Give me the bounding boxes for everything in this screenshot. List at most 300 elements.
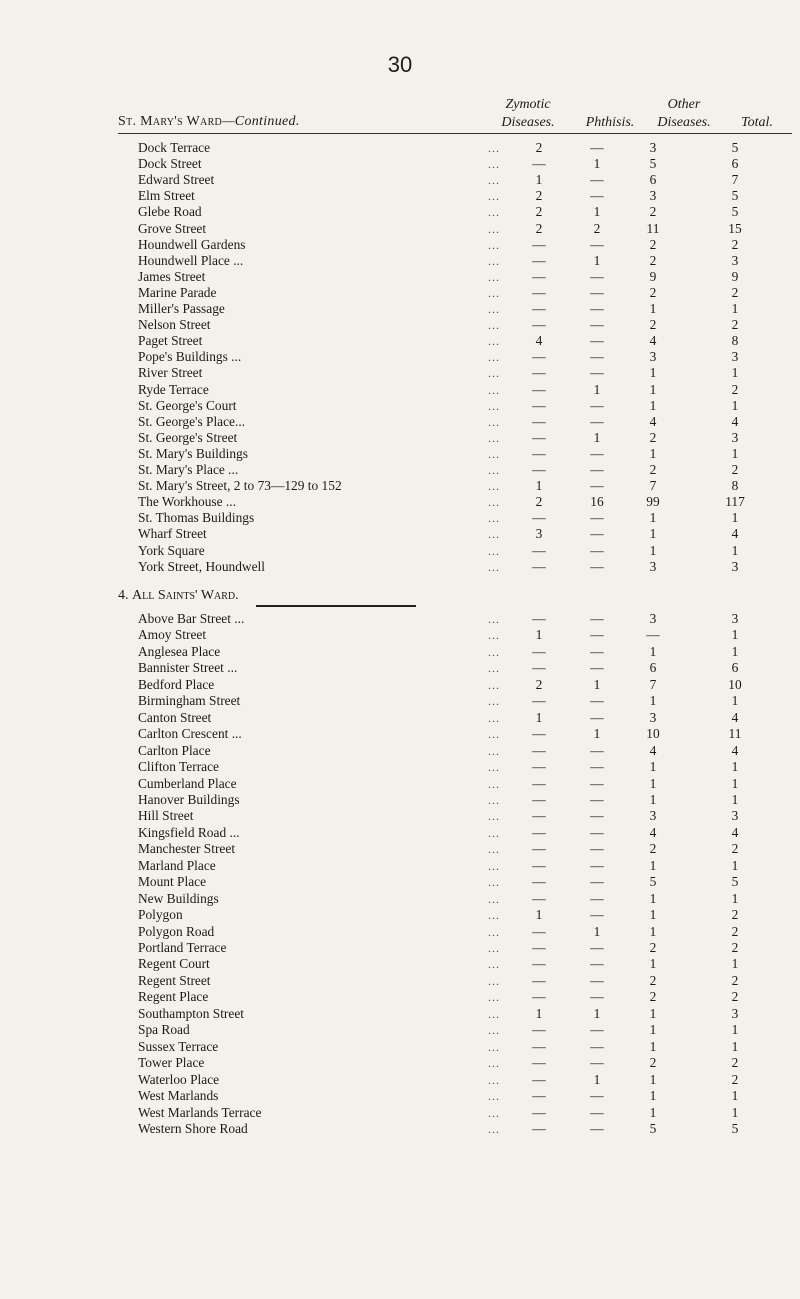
zymotic-value: —	[532, 1055, 546, 1071]
table-row	[0, 237, 800, 253]
phthisis-value: —	[590, 445, 604, 461]
total-value: 3	[731, 349, 739, 365]
leader-dots: ...	[488, 1056, 500, 1071]
other-value: 99	[646, 494, 660, 510]
other-value: 1	[649, 397, 657, 413]
leader-dots: ...	[488, 875, 500, 890]
total-value: 8	[731, 478, 739, 494]
table-row	[0, 1105, 800, 1121]
phthisis-value: —	[590, 172, 604, 188]
phthisis-value: —	[590, 510, 604, 526]
leader-dots: ...	[488, 334, 500, 349]
other-value: 7	[649, 478, 657, 494]
leader-dots: ...	[488, 205, 500, 220]
total-value: 1	[731, 1088, 739, 1104]
street-name: Glebe Road	[138, 204, 202, 220]
zymotic-value: —	[532, 413, 546, 429]
street-name: Houndwell Gardens	[138, 236, 246, 252]
zymotic-value: —	[532, 397, 546, 413]
phthisis-value: —	[590, 317, 604, 333]
phthisis-value: —	[590, 478, 604, 494]
zymotic-value: —	[532, 611, 546, 626]
table-row	[0, 156, 800, 172]
section-number: 4.	[118, 588, 129, 603]
zymotic-value: 2	[535, 204, 543, 220]
leader-dots: ...	[488, 858, 500, 873]
other-value: 1	[649, 381, 657, 397]
total-value: 8	[731, 333, 739, 349]
leader-dots: ...	[488, 221, 500, 236]
street-name: St. Mary's Place ...	[138, 462, 239, 477]
leader-dots: ...	[488, 809, 500, 824]
table-row	[0, 1055, 800, 1071]
zymotic-value: —	[532, 236, 546, 252]
zymotic-value: —	[532, 365, 546, 381]
other-value: 3	[649, 709, 657, 725]
phthisis-value: 1	[593, 923, 601, 939]
other-value: 10	[646, 726, 660, 742]
other-value: 3	[649, 140, 657, 155]
total-value: 9	[731, 268, 739, 284]
other-value: 1	[649, 857, 657, 873]
street-name: Dock Terrace	[138, 140, 211, 155]
street-name: Polygon Road	[138, 923, 215, 939]
leader-dots: ...	[488, 318, 500, 333]
other-value: 1	[649, 542, 657, 558]
table-row	[0, 172, 800, 188]
zymotic-value: —	[532, 956, 546, 972]
phthisis-value: —	[590, 759, 604, 775]
street-name: St. George's Street	[138, 429, 238, 445]
leader-dots: ...	[488, 677, 500, 692]
street-name: Amoy Street	[138, 627, 207, 643]
table-row	[0, 526, 800, 542]
leader-dots: ...	[488, 612, 500, 626]
leader-dots: ...	[488, 661, 500, 676]
total-value: 2	[731, 381, 739, 397]
other-value: 2	[649, 252, 657, 268]
phthisis-value: 1	[593, 1071, 601, 1087]
zymotic-value: 1	[535, 478, 543, 494]
zymotic-value: 1	[535, 627, 543, 643]
street-name: Wharf Street	[138, 526, 207, 542]
total-value: 2	[731, 940, 739, 955]
street-name: West Marlands	[138, 1088, 219, 1104]
other-value: 6	[649, 172, 657, 188]
table-row	[0, 559, 800, 575]
street-name: Houndwell Place ...	[138, 252, 244, 268]
other-value: 6	[649, 660, 657, 676]
other-value: 9	[649, 268, 657, 284]
phthisis-value: —	[590, 140, 604, 155]
phthisis-value: —	[590, 742, 604, 758]
other-value: 4	[649, 742, 657, 758]
total-value: 2	[731, 1071, 739, 1087]
other-value: 1	[649, 301, 657, 316]
other-value: 3	[649, 188, 657, 204]
street-name: Kingsfield Road ...	[138, 824, 240, 840]
street-name: Regent Court	[138, 956, 210, 972]
zymotic-value: 2	[535, 676, 543, 692]
street-name: West Marlands Terrace	[138, 1104, 262, 1120]
column-header-zymotic-line1: Zymotic	[505, 97, 551, 112]
phthisis-value: —	[590, 333, 604, 349]
total-value: 1	[731, 510, 739, 526]
street-name: Spa Road	[138, 1022, 190, 1038]
zymotic-value: —	[532, 923, 546, 939]
section-heading-all-saints	[118, 588, 518, 604]
total-value: 1	[731, 775, 739, 791]
leader-dots: ...	[488, 760, 500, 775]
phthisis-value: —	[590, 284, 604, 300]
zymotic-value: —	[532, 317, 546, 333]
total-value: 3	[731, 808, 739, 824]
total-value: 1	[731, 693, 739, 709]
zymotic-value: —	[532, 1038, 546, 1054]
table-row	[0, 924, 800, 940]
leader-dots: ...	[488, 644, 500, 659]
zymotic-value: 2	[535, 188, 543, 204]
table-row	[0, 973, 800, 989]
other-value: 1	[649, 759, 657, 775]
total-value: 117	[725, 494, 745, 510]
zymotic-value: —	[532, 1120, 546, 1136]
zymotic-value: —	[532, 824, 546, 840]
leader-dots: ...	[488, 710, 500, 725]
phthisis-value: —	[590, 841, 604, 857]
column-header-other-line1: Other	[667, 97, 701, 112]
other-value: 2	[649, 236, 657, 252]
other-value: 2	[649, 972, 657, 988]
total-value: 4	[731, 413, 739, 429]
street-name: Carlton Place	[138, 742, 211, 758]
column-header-other	[640, 96, 728, 132]
street-name: James Street	[138, 268, 206, 284]
table-row	[0, 841, 800, 857]
phthisis-value: 1	[593, 429, 601, 445]
leader-dots: ...	[488, 302, 500, 316]
other-value: 2	[649, 284, 657, 300]
street-name: Hill Street	[138, 808, 194, 824]
phthisis-value: 1	[593, 1005, 601, 1021]
street-name: Edward Street	[138, 172, 215, 188]
total-value: 5	[731, 140, 739, 155]
table-row	[0, 478, 800, 494]
other-value: 1	[649, 1022, 657, 1038]
other-value: 1	[649, 907, 657, 923]
phthisis-value: —	[590, 660, 604, 676]
other-value: 1	[649, 791, 657, 807]
total-value: 4	[731, 709, 739, 725]
phthisis-value: —	[590, 808, 604, 824]
phthisis-value: —	[590, 349, 604, 365]
leader-dots: ...	[488, 398, 500, 413]
total-value: 2	[731, 989, 739, 1005]
total-value: 4	[731, 742, 739, 758]
zymotic-value: —	[532, 381, 546, 397]
other-value: 5	[649, 1120, 657, 1136]
leader-dots: ...	[488, 463, 500, 477]
leader-dots: ...	[488, 253, 500, 268]
table-row	[0, 1121, 800, 1137]
leader-dots: ...	[488, 269, 500, 284]
other-value: 3	[649, 558, 657, 574]
total-value: 5	[731, 188, 739, 204]
table-row	[0, 253, 800, 269]
leader-dots: ...	[488, 941, 500, 955]
zymotic-value: —	[532, 284, 546, 300]
other-value: 1	[649, 643, 657, 659]
table-row	[0, 365, 800, 381]
other-value: 1	[649, 1088, 657, 1104]
phthisis-value: —	[590, 1120, 604, 1136]
street-name: Southampton Street	[138, 1005, 245, 1021]
zymotic-value: 2	[535, 140, 543, 155]
other-value: 1	[649, 510, 657, 526]
phthisis-value: —	[590, 1104, 604, 1120]
zymotic-value: —	[532, 252, 546, 268]
table-row	[0, 1039, 800, 1055]
phthisis-value: —	[590, 775, 604, 791]
section-underline	[256, 605, 416, 607]
phthisis-value: —	[590, 874, 604, 890]
street-name: Cumberland Place	[138, 775, 237, 791]
phthisis-value: 1	[593, 156, 601, 172]
table-row	[0, 891, 800, 907]
phthisis-value: —	[590, 890, 604, 906]
street-name: York Street, Houndwell	[138, 558, 265, 574]
zymotic-value: —	[532, 693, 546, 709]
phthisis-value: —	[590, 397, 604, 413]
phthisis-value: —	[590, 462, 604, 477]
phthisis-value: —	[590, 1022, 604, 1038]
leader-dots: ...	[488, 825, 500, 840]
leader-dots: ...	[488, 479, 500, 494]
zymotic-value: —	[532, 510, 546, 526]
street-name: Nelson Street	[138, 317, 211, 333]
table-row	[0, 792, 800, 808]
table-row	[0, 430, 800, 446]
street-name: Bannister Street ...	[138, 660, 238, 676]
leader-dots: ...	[488, 1023, 500, 1038]
other-value: 3	[649, 808, 657, 824]
table-row	[0, 494, 800, 510]
leader-dots: ...	[488, 628, 500, 643]
other-value: 4	[649, 333, 657, 349]
table-row	[0, 269, 800, 285]
zymotic-value: —	[532, 1104, 546, 1120]
phthisis-value: 1	[593, 676, 601, 692]
table-row	[0, 349, 800, 365]
total-value: 1	[731, 956, 739, 972]
street-name: Manchester Street	[138, 841, 236, 857]
leader-dots: ...	[488, 792, 500, 807]
table-row	[0, 398, 800, 414]
other-value: 1	[649, 693, 657, 709]
phthisis-value: —	[590, 857, 604, 873]
other-value: 1	[649, 923, 657, 939]
phthisis-value: —	[590, 791, 604, 807]
total-value: 2	[731, 1055, 739, 1071]
total-value: 1	[731, 365, 739, 381]
leader-dots: ...	[488, 973, 500, 988]
zymotic-value: —	[532, 989, 546, 1005]
street-name: York Square	[138, 542, 205, 558]
column-header-total: Total.	[741, 115, 773, 130]
street-name: Birmingham Street	[138, 693, 241, 709]
leader-dots: ...	[488, 527, 500, 542]
other-value: 1	[649, 526, 657, 542]
total-value: 1	[731, 301, 739, 316]
zymotic-value: —	[532, 791, 546, 807]
leader-dots: ...	[488, 350, 500, 365]
street-name: Dock Street	[138, 156, 202, 172]
table-row	[0, 808, 800, 824]
leader-dots: ...	[488, 957, 500, 972]
leader-dots: ...	[488, 382, 500, 397]
table-row	[0, 660, 800, 676]
zymotic-value: —	[532, 940, 546, 955]
table-row	[0, 204, 800, 220]
zymotic-value: —	[532, 268, 546, 284]
zymotic-value: 4	[535, 333, 543, 349]
table-row	[0, 726, 800, 742]
zymotic-value: 1	[535, 907, 543, 923]
leader-dots: ...	[488, 743, 500, 758]
zymotic-value: —	[532, 660, 546, 676]
ward-title: St. Mary's Ward	[118, 114, 223, 129]
table-row	[0, 907, 800, 923]
leader-dots: ...	[488, 157, 500, 172]
table-row	[0, 1072, 800, 1088]
zymotic-value: —	[532, 1088, 546, 1104]
total-value: 15	[728, 220, 742, 236]
street-name: Anglesea Place	[138, 643, 221, 659]
table-row	[0, 693, 800, 709]
header-rule	[118, 133, 792, 134]
other-value: 2	[649, 1055, 657, 1071]
total-value: 7	[731, 172, 739, 188]
zymotic-value: —	[532, 429, 546, 445]
table-row	[0, 188, 800, 204]
total-value: 2	[731, 923, 739, 939]
leader-dots: ...	[488, 776, 500, 791]
phthisis-value: —	[590, 693, 604, 709]
street-name: Ryde Terrace	[138, 381, 209, 397]
street-name: St. George's Court	[138, 397, 237, 413]
street-name: Portland Terrace	[138, 940, 227, 955]
phthisis-value: 1	[593, 381, 601, 397]
phthisis-value: —	[590, 643, 604, 659]
street-name: Western Shore Road	[138, 1120, 248, 1136]
zymotic-value: —	[532, 726, 546, 742]
zymotic-value: 1	[535, 172, 543, 188]
other-value: 2	[649, 940, 657, 955]
leader-dots: ...	[488, 1121, 500, 1136]
total-value: 1	[731, 542, 739, 558]
leader-dots: ...	[488, 891, 500, 906]
phthisis-value: —	[590, 907, 604, 923]
table-row	[0, 677, 800, 693]
total-value: 2	[731, 284, 739, 300]
total-value: 2	[731, 317, 739, 333]
total-value: 2	[731, 236, 739, 252]
other-value: 1	[649, 1038, 657, 1054]
phthisis-value: —	[590, 526, 604, 542]
total-value: 3	[731, 429, 739, 445]
total-value: 10	[728, 676, 742, 692]
zymotic-value: —	[532, 1022, 546, 1038]
street-name: Marland Place	[138, 857, 216, 873]
table-row	[0, 446, 800, 462]
column-header-zymotic	[478, 96, 578, 132]
zymotic-value: —	[532, 808, 546, 824]
other-value: 2	[649, 841, 657, 857]
street-name: Paget Street	[138, 333, 203, 349]
zymotic-value: —	[532, 462, 546, 477]
table-row	[0, 611, 800, 627]
total-value: 1	[731, 445, 739, 461]
phthisis-value: —	[590, 188, 604, 204]
street-name: New Buildings	[138, 890, 219, 906]
table-row	[0, 858, 800, 874]
column-header-other-line2: Diseases.	[657, 115, 711, 130]
table-row	[0, 940, 800, 956]
street-name: Grove Street	[138, 220, 207, 236]
table-row	[0, 317, 800, 333]
street-name: Waterloo Place	[138, 1071, 220, 1087]
phthisis-value: —	[590, 972, 604, 988]
table-row	[0, 301, 800, 317]
total-value: 1	[731, 1038, 739, 1054]
street-name: Tower Place	[138, 1055, 205, 1071]
street-name: Hanover Buildings	[138, 791, 240, 807]
ward-continued: —Continued.	[222, 114, 300, 129]
zymotic-value: —	[532, 301, 546, 316]
leader-dots: ...	[488, 430, 500, 445]
phthisis-value: —	[590, 940, 604, 955]
total-value: 1	[731, 1104, 739, 1120]
phthisis-value: —	[590, 365, 604, 381]
table-row	[0, 543, 800, 559]
leader-dots: ...	[488, 1072, 500, 1087]
street-name: River Street	[138, 365, 203, 381]
street-name: Miller's Passage	[138, 301, 225, 316]
total-value: 1	[731, 627, 739, 643]
phthisis-value: —	[590, 301, 604, 316]
other-value: 1	[649, 890, 657, 906]
total-value: 2	[731, 972, 739, 988]
total-value: 5	[731, 204, 739, 220]
total-value: 1	[731, 643, 739, 659]
phthisis-value: —	[590, 709, 604, 725]
zymotic-value: —	[532, 558, 546, 574]
zymotic-value: —	[532, 841, 546, 857]
section-title: All Saints' Ward.	[132, 588, 239, 603]
total-value: 4	[731, 824, 739, 840]
street-name: Carlton Crescent ...	[138, 726, 242, 742]
other-value: 1	[649, 365, 657, 381]
table-row	[0, 759, 800, 775]
zymotic-value: —	[532, 742, 546, 758]
phthisis-value: 2	[593, 220, 601, 236]
phthisis-value: —	[590, 1088, 604, 1104]
leader-dots: ...	[488, 237, 500, 252]
phthisis-value: —	[590, 558, 604, 574]
leader-dots: ...	[488, 285, 500, 300]
zymotic-value: 3	[535, 526, 543, 542]
other-value: 5	[649, 874, 657, 890]
